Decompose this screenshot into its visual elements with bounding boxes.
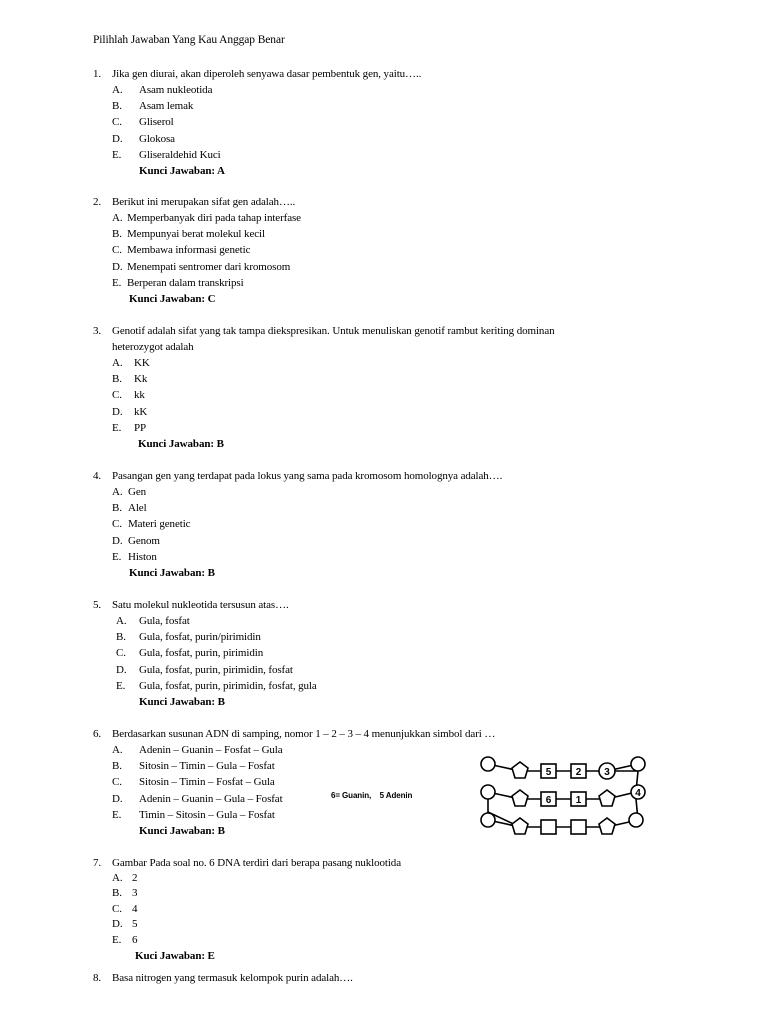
question-number: 7. bbox=[93, 857, 102, 869]
phosphate-circle bbox=[629, 813, 643, 827]
node-2-label: 2 bbox=[575, 767, 582, 778]
answer-key: Kunci Jawaban: B bbox=[139, 824, 225, 837]
dna-diagram bbox=[470, 752, 680, 847]
question-number: 1. bbox=[93, 68, 102, 80]
option-d[interactable]: D. Adenin – Guanin – Gula – Fosfat bbox=[112, 792, 283, 805]
sugar-pentagon bbox=[599, 818, 615, 834]
question-text: Genotif adalah sifat yang tak tampa diekspresikan. Untuk menuliskan genotif rambut keriting dominan bbox=[112, 325, 555, 337]
phosphate-circle bbox=[481, 757, 495, 771]
question-number: 3. bbox=[93, 325, 102, 337]
question-1 bbox=[93, 66, 653, 179]
phosphate-circle bbox=[481, 785, 495, 799]
option-e[interactable]: E. Gliseraldehid Kuci bbox=[112, 148, 221, 161]
sugar-pentagon bbox=[512, 762, 528, 778]
option-list bbox=[93, 210, 653, 291]
option-a[interactable]: A. Adenin – Guanin – Fosfat – Gula bbox=[112, 744, 283, 756]
option-b[interactable]: B. Sitosin – Timin – Gula – Fosfat bbox=[112, 760, 275, 773]
option-e[interactable]: E. Berperan dalam transkripsi bbox=[112, 276, 244, 289]
question-text: Berikut ini merupakan sifat gen adalah….. bbox=[112, 196, 296, 208]
option-a[interactable]: A. KK bbox=[112, 357, 150, 369]
base-square bbox=[541, 820, 556, 834]
option-c[interactable]: C. Gliserol bbox=[112, 116, 174, 129]
question-text: Basa nitrogen yang termasuk kelompok purin adalah…. bbox=[112, 972, 353, 984]
diagram-note: 6= Guanin, 5 Adenin bbox=[331, 791, 413, 800]
sugar-pentagon bbox=[512, 818, 528, 834]
option-c[interactable]: C. Gula, fosfat, purin, pirimidin bbox=[116, 647, 264, 660]
option-e[interactable]: E. PP bbox=[112, 421, 147, 434]
option-b[interactable]: B. Kk bbox=[112, 373, 148, 386]
sugar-pentagon bbox=[512, 790, 528, 806]
option-d[interactable]: D. Genom bbox=[112, 534, 160, 547]
option-a[interactable]: A. Gen bbox=[112, 486, 147, 498]
node-1-label: 1 bbox=[575, 795, 582, 806]
option-list bbox=[93, 613, 653, 694]
question-text-continued: heterozygot adalah bbox=[112, 341, 194, 353]
question-2 bbox=[93, 194, 653, 307]
question-number: 6. bbox=[93, 728, 102, 740]
question-4 bbox=[93, 468, 653, 581]
option-b[interactable]: B. Gula, fosfat, purin/pirimidin bbox=[116, 631, 261, 644]
option-e[interactable]: E. Histon bbox=[112, 550, 157, 563]
answer-key: Kunci Jawaban: B bbox=[139, 695, 225, 708]
option-e[interactable]: E. 6 bbox=[112, 933, 138, 946]
option-d[interactable]: D. 5 bbox=[112, 918, 138, 931]
option-c[interactable]: C. Sitosin – Timin – Fosfat – Gula bbox=[112, 776, 275, 789]
phosphate-circle bbox=[481, 813, 495, 827]
question-text: Jika gen diurai, akan diperoleh senyawa dasar pembentuk gen, yaitu….. bbox=[112, 68, 422, 80]
option-list bbox=[93, 484, 653, 565]
option-d[interactable]: D. Menempati sentromer dari kromosom bbox=[112, 260, 291, 273]
option-a[interactable]: A. 2 bbox=[112, 872, 138, 884]
question-text: Gambar Pada soal no. 6 DNA terdiri dari berapa pasang nuklootida bbox=[112, 857, 401, 869]
sugar-pentagon bbox=[599, 790, 615, 806]
node-6-label: 6 bbox=[545, 795, 552, 806]
question-7 bbox=[93, 855, 653, 964]
question-number: 8. bbox=[93, 972, 102, 984]
page-title: Pilihlah Jawaban Yang Kau Anggap Benar bbox=[93, 34, 285, 46]
question-text: Berdasarkan susunan ADN di samping, nomor 1 – 2 – 3 – 4 menunjukkan simbol dari … bbox=[112, 728, 496, 740]
node-5-label: 5 bbox=[545, 767, 552, 778]
option-list bbox=[93, 82, 653, 163]
question-5 bbox=[93, 597, 653, 710]
question-text: Pasangan gen yang terdapat pada lokus yang sama pada kromosom homolognya adalah…. bbox=[112, 470, 503, 482]
question-number: 2. bbox=[93, 196, 102, 208]
option-c[interactable]: C. Materi genetic bbox=[112, 518, 191, 531]
option-c[interactable]: C. 4 bbox=[112, 902, 138, 915]
option-list bbox=[93, 355, 653, 436]
option-e[interactable]: E. Gula, fosfat, purin, pirimidin, fosfat, gula bbox=[116, 679, 317, 692]
option-e[interactable]: E. Timin – Sitosin – Gula – Fosfat bbox=[112, 808, 275, 821]
option-d[interactable]: D. Gula, fosfat, purin, pirimidin, fosfat bbox=[116, 663, 293, 676]
option-b[interactable]: B. 3 bbox=[112, 887, 138, 900]
node-4-label: 4 bbox=[635, 788, 641, 799]
question-number: 5. bbox=[93, 599, 102, 611]
option-a[interactable]: A. Gula, fosfat bbox=[116, 615, 190, 627]
answer-key: Kunci Jawaban: B bbox=[138, 437, 224, 450]
phosphate-circle bbox=[631, 757, 645, 771]
question-text: Satu molekul nukleotida tersusun atas…. bbox=[112, 599, 289, 611]
option-b[interactable]: B. Mempunyai berat molekul kecil bbox=[112, 228, 265, 241]
option-b[interactable]: B. Asam lemak bbox=[112, 100, 194, 113]
question-8 bbox=[93, 970, 653, 986]
option-c[interactable]: C. kk bbox=[112, 389, 145, 402]
option-a[interactable]: A. Memperbanyak diri pada tahap interfase bbox=[112, 212, 301, 224]
option-b[interactable]: B. Alel bbox=[112, 502, 147, 515]
answer-key: Kunci Jawaban: A bbox=[139, 164, 225, 177]
option-d[interactable]: D. kK bbox=[112, 405, 148, 418]
option-a[interactable]: A. Asam nukleotida bbox=[112, 84, 213, 96]
answer-key: Kunci Jawaban: C bbox=[129, 292, 216, 305]
question-number: 4. bbox=[93, 470, 102, 482]
base-square bbox=[571, 820, 586, 834]
question-3 bbox=[93, 323, 653, 452]
option-list bbox=[93, 871, 653, 948]
answer-key: Kunci Jawaban: B bbox=[129, 566, 215, 579]
option-d[interactable]: D. Glokosa bbox=[112, 132, 175, 145]
node-3-label: 3 bbox=[604, 767, 610, 778]
option-c[interactable]: C. Membawa informasi genetic bbox=[112, 244, 251, 257]
answer-key: Kuci Jawaban: E bbox=[135, 949, 215, 962]
